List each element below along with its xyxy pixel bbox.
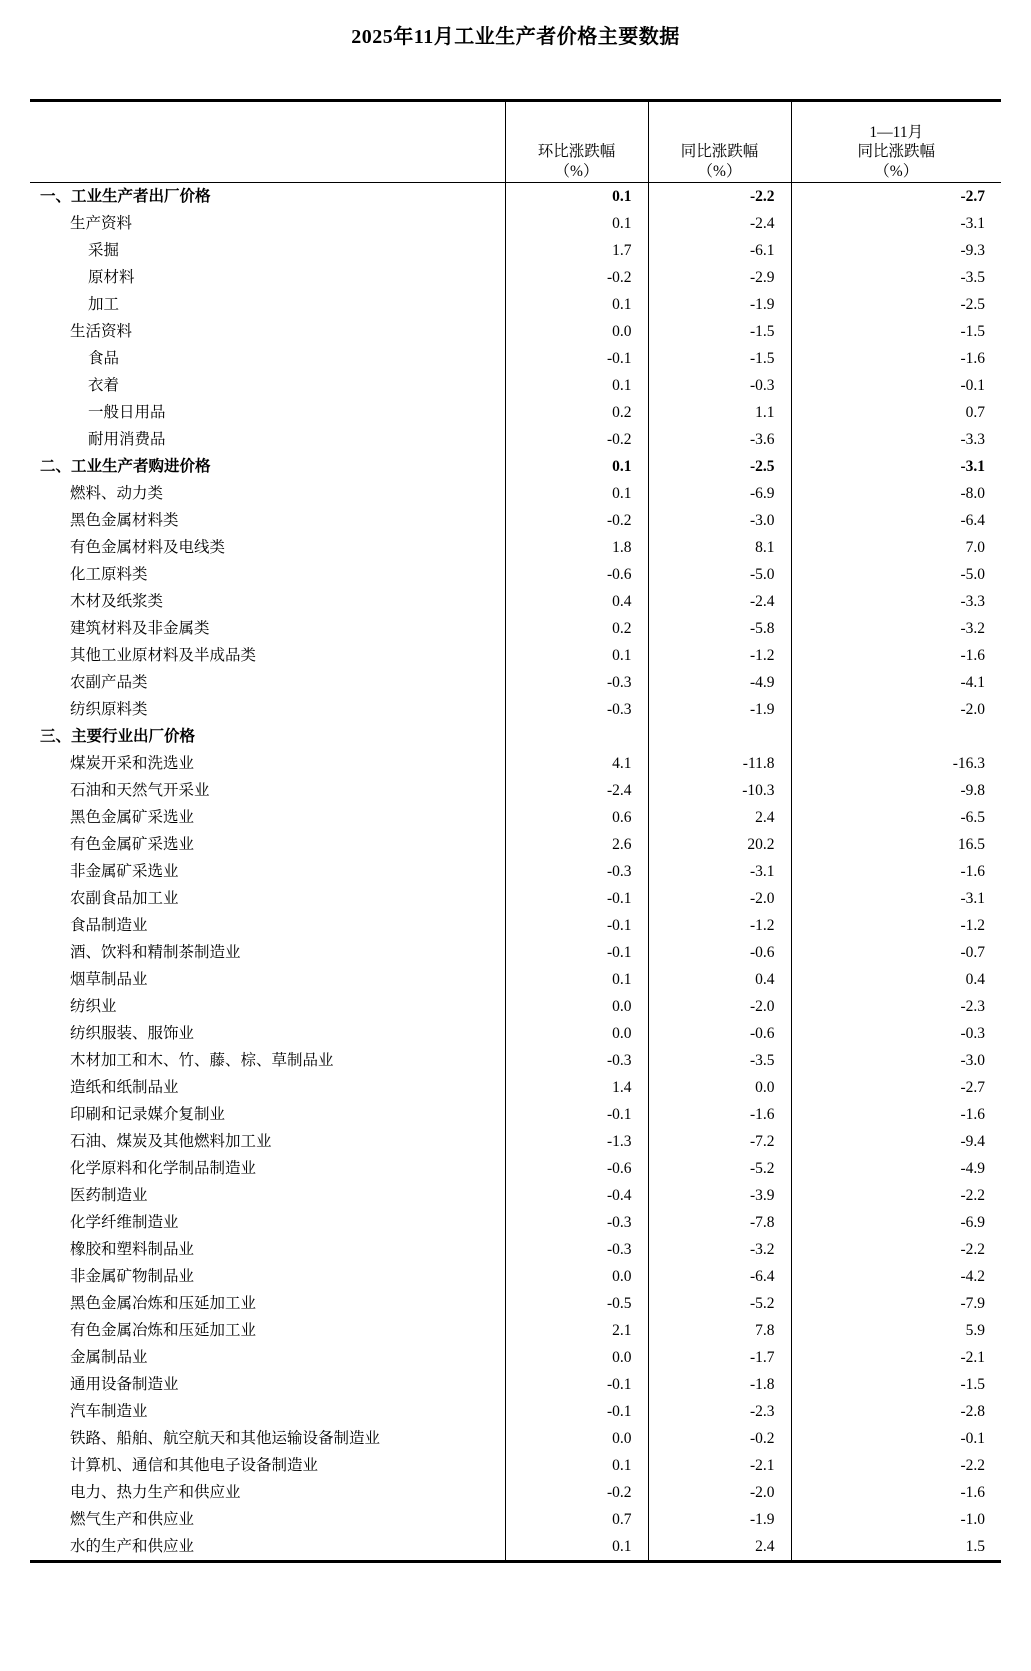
- row-value-ytd: -3.5: [791, 264, 1001, 291]
- row-label: 生产资料: [70, 215, 133, 232]
- table-row: [30, 399, 1001, 426]
- row-value-ytd: -2.2: [791, 1452, 1001, 1479]
- row-value-mom: -0.3: [505, 858, 648, 885]
- column-header-yoy: [648, 101, 791, 183]
- row-value-mom: -0.2: [505, 1479, 648, 1506]
- row-value-ytd: -2.8: [791, 1398, 1001, 1425]
- table-row: [30, 1290, 1001, 1317]
- table-row: [30, 237, 1001, 264]
- row-value-ytd: -2.0: [791, 696, 1001, 723]
- row-value-mom: 0.1: [505, 480, 648, 507]
- row-value-yoy: -2.0: [648, 885, 791, 912]
- row-label: 石油、煤炭及其他燃料加工业: [70, 1133, 272, 1150]
- row-value-ytd: 0.4: [791, 966, 1001, 993]
- column-header-mom-line2: （%）: [554, 163, 599, 181]
- row-value-ytd: -7.9: [791, 1290, 1001, 1317]
- row-label: 农副产品类: [70, 674, 148, 691]
- row-value-yoy: -0.3: [648, 372, 791, 399]
- page-title: 2025年11月工业生产者价格主要数据: [351, 26, 680, 48]
- row-value-ytd: -0.3: [791, 1020, 1001, 1047]
- column-header-mom-line1: 环比涨跌幅: [537, 143, 616, 161]
- row-value-ytd: 16.5: [791, 831, 1001, 858]
- row-value-ytd: -2.7: [791, 183, 1001, 211]
- row-value-mom: 0.1: [505, 642, 648, 669]
- row-value-yoy: -2.2: [648, 183, 791, 211]
- row-value-yoy: -2.4: [648, 588, 791, 615]
- table-row: [30, 1398, 1001, 1425]
- row-value-ytd: -3.1: [791, 885, 1001, 912]
- table-row: [30, 912, 1001, 939]
- row-value-yoy: -5.2: [648, 1155, 791, 1182]
- row-value-mom: 1.7: [505, 237, 648, 264]
- row-value-mom: 0.7: [505, 1506, 648, 1533]
- row-value-ytd: -3.3: [791, 588, 1001, 615]
- row-label: 木材加工和木、竹、藤、棕、草制品业: [70, 1052, 334, 1069]
- row-value-ytd: -4.1: [791, 669, 1001, 696]
- column-header-label: [30, 101, 505, 183]
- column-header-yoy-line1: 同比涨跌幅: [680, 143, 759, 161]
- row-value-yoy: -2.5: [648, 453, 791, 480]
- row-value-yoy: -2.0: [648, 1479, 791, 1506]
- row-value-ytd: -8.0: [791, 480, 1001, 507]
- table-row: [30, 642, 1001, 669]
- row-value-mom: 1.4: [505, 1074, 648, 1101]
- row-value-mom: 0.1: [505, 291, 648, 318]
- row-value-mom: -0.6: [505, 1155, 648, 1182]
- row-value-yoy: -0.2: [648, 1425, 791, 1452]
- row-value-ytd: -3.3: [791, 426, 1001, 453]
- row-value-yoy: -1.5: [648, 318, 791, 345]
- row-value-yoy: 2.4: [648, 804, 791, 831]
- row-label: 纺织服装、服饰业: [70, 1025, 195, 1042]
- row-value-yoy: -2.4: [648, 210, 791, 237]
- row-label: 其他工业原材料及半成品类: [70, 647, 257, 664]
- row-value-yoy: -1.9: [648, 1506, 791, 1533]
- table-row: [30, 210, 1001, 237]
- table-row: [30, 588, 1001, 615]
- row-value-ytd: -4.9: [791, 1155, 1001, 1182]
- row-value-yoy: -4.9: [648, 669, 791, 696]
- row-value-mom: -0.2: [505, 507, 648, 534]
- row-label: 烟草制品业: [70, 971, 148, 988]
- row-value-yoy: -10.3: [648, 777, 791, 804]
- row-label: 黑色金属冶炼和压延加工业: [70, 1295, 257, 1312]
- row-value-mom: 0.6: [505, 804, 648, 831]
- row-value-mom: 0.0: [505, 1425, 648, 1452]
- row-value-ytd: -16.3: [791, 750, 1001, 777]
- row-label: 水的生产和供应业: [30, 1533, 505, 1562]
- table-section-row: [30, 453, 1001, 480]
- row-label: 汽车制造业: [70, 1403, 148, 1420]
- row-label: 化工原料类: [70, 566, 148, 583]
- row-value-mom: -0.3: [505, 1047, 648, 1074]
- row-value-ytd: -2.5: [791, 291, 1001, 318]
- column-header-yoy-line2: （%）: [697, 163, 742, 181]
- table-row: [30, 480, 1001, 507]
- row-value-yoy: -2.1: [648, 1452, 791, 1479]
- table-row: [30, 1020, 1001, 1047]
- row-value-mom: [505, 723, 648, 750]
- row-value-mom: 0.2: [505, 399, 648, 426]
- row-value-yoy: -1.2: [648, 642, 791, 669]
- row-value-ytd: -2.1: [791, 1344, 1001, 1371]
- table-row: [30, 1371, 1001, 1398]
- row-value-ytd: -9.3: [791, 237, 1001, 264]
- table-row: [30, 1263, 1001, 1290]
- row-label: 衣着: [88, 377, 120, 394]
- table-body: [30, 183, 1001, 1562]
- table-row: [30, 1506, 1001, 1533]
- table-row: [30, 804, 1001, 831]
- row-value-yoy: -1.9: [648, 696, 791, 723]
- row-value-mom: -0.1: [505, 885, 648, 912]
- row-value-mom: -0.1: [505, 1398, 648, 1425]
- row-value-yoy: -0.6: [648, 939, 791, 966]
- table-row: [30, 534, 1001, 561]
- table-row: [30, 858, 1001, 885]
- row-value-ytd: -0.1: [791, 1425, 1001, 1452]
- row-value-ytd: -2.2: [791, 1182, 1001, 1209]
- row-value-mom: 0.1: [505, 1533, 648, 1562]
- row-label: 三、主要行业出厂价格: [40, 728, 196, 745]
- table-row: [30, 291, 1001, 318]
- table-row: [30, 1182, 1001, 1209]
- row-value-ytd: -3.1: [791, 210, 1001, 237]
- table-row: [30, 1425, 1001, 1452]
- row-value-mom: -0.3: [505, 1209, 648, 1236]
- column-header-ytd-line2: 同比涨跌幅: [857, 143, 935, 161]
- table-row: [30, 885, 1001, 912]
- row-label: 有色金属材料及电线类: [70, 539, 226, 556]
- row-value-yoy: -7.2: [648, 1128, 791, 1155]
- row-value-ytd: 5.9: [791, 1317, 1001, 1344]
- row-value-ytd: -3.1: [791, 453, 1001, 480]
- table-row: [30, 1479, 1001, 1506]
- row-value-yoy: -3.1: [648, 858, 791, 885]
- table-row: [30, 264, 1001, 291]
- row-label: 黑色金属材料类: [70, 512, 179, 529]
- row-value-yoy: -1.7: [648, 1344, 791, 1371]
- row-label: 铁路、船舶、航空航天和其他运输设备制造业: [70, 1430, 381, 1447]
- table-row: [30, 1533, 1001, 1562]
- row-value-mom: -0.6: [505, 561, 648, 588]
- row-value-mom: -0.1: [505, 912, 648, 939]
- row-value-mom: 4.1: [505, 750, 648, 777]
- table-row: [30, 1101, 1001, 1128]
- row-value-mom: -0.2: [505, 426, 648, 453]
- table-row: [30, 696, 1001, 723]
- row-label: 煤炭开采和洗选业: [70, 755, 195, 772]
- table-row: [30, 318, 1001, 345]
- row-label: 有色金属冶炼和压延加工业: [70, 1322, 257, 1339]
- row-value-yoy: -6.4: [648, 1263, 791, 1290]
- row-value-mom: 0.0: [505, 318, 648, 345]
- row-value-mom: -1.3: [505, 1128, 648, 1155]
- column-header-ytd: [791, 101, 1001, 183]
- row-value-yoy: -7.8: [648, 1209, 791, 1236]
- row-value-yoy: 0.4: [648, 966, 791, 993]
- table-row: [30, 507, 1001, 534]
- row-value-yoy: -1.6: [648, 1101, 791, 1128]
- row-value-mom: -0.1: [505, 939, 648, 966]
- row-value-yoy: -3.6: [648, 426, 791, 453]
- row-value-yoy: -0.6: [648, 1020, 791, 1047]
- row-label: 印刷和记录媒介复制业: [70, 1106, 226, 1123]
- row-value-mom: 0.0: [505, 1344, 648, 1371]
- table-row: [30, 777, 1001, 804]
- row-value-mom: 0.1: [505, 966, 648, 993]
- table-row: [30, 1128, 1001, 1155]
- row-value-ytd: -6.4: [791, 507, 1001, 534]
- row-label: 造纸和纸制品业: [70, 1079, 179, 1096]
- table-row: [30, 966, 1001, 993]
- row-value-yoy: -3.9: [648, 1182, 791, 1209]
- row-value-yoy: 7.8: [648, 1317, 791, 1344]
- row-value-yoy: -5.8: [648, 615, 791, 642]
- row-value-yoy: -5.2: [648, 1290, 791, 1317]
- row-label: 化学纤维制造业: [70, 1214, 179, 1231]
- row-value-ytd: -2.2: [791, 1236, 1001, 1263]
- table-row: [30, 1047, 1001, 1074]
- table-header: [30, 101, 1001, 183]
- row-label: 橡胶和塑料制品业: [70, 1241, 195, 1258]
- row-value-ytd: -9.4: [791, 1128, 1001, 1155]
- row-value-mom: -0.1: [505, 1101, 648, 1128]
- table-row: [30, 1209, 1001, 1236]
- row-value-yoy: -3.0: [648, 507, 791, 534]
- row-value-yoy: -6.1: [648, 237, 791, 264]
- row-value-yoy: -5.0: [648, 561, 791, 588]
- table-row: [30, 1317, 1001, 1344]
- table-row: [30, 1074, 1001, 1101]
- row-value-ytd: -0.7: [791, 939, 1001, 966]
- table-row: [30, 615, 1001, 642]
- row-label: 建筑材料及非金属类: [70, 620, 210, 637]
- row-value-yoy: 0.0: [648, 1074, 791, 1101]
- row-value-yoy: -1.2: [648, 912, 791, 939]
- row-value-mom: 0.0: [505, 1263, 648, 1290]
- row-label: 计算机、通信和其他电子设备制造业: [70, 1457, 319, 1474]
- row-value-yoy: [648, 723, 791, 750]
- table-section-row: [30, 183, 1001, 211]
- row-value-yoy: 2.4: [648, 1533, 791, 1562]
- table-row: [30, 993, 1001, 1020]
- row-value-yoy: -2.3: [648, 1398, 791, 1425]
- row-value-ytd: -1.6: [791, 1479, 1001, 1506]
- row-value-mom: 2.1: [505, 1317, 648, 1344]
- row-label: 有色金属矿采选业: [70, 836, 195, 853]
- column-header-mom: [505, 101, 648, 183]
- row-value-ytd: -1.2: [791, 912, 1001, 939]
- row-value-mom: -0.3: [505, 669, 648, 696]
- row-value-ytd: -2.3: [791, 993, 1001, 1020]
- row-value-mom: 0.1: [505, 183, 648, 211]
- table-row: [30, 1155, 1001, 1182]
- row-label: 燃料、动力类: [70, 485, 164, 502]
- row-label: 一般日用品: [88, 404, 166, 421]
- row-label: 通用设备制造业: [70, 1376, 179, 1393]
- row-label: 食品制造业: [70, 917, 148, 934]
- row-value-ytd: -6.9: [791, 1209, 1001, 1236]
- row-value-yoy: 1.1: [648, 399, 791, 426]
- row-value-yoy: 20.2: [648, 831, 791, 858]
- row-value-mom: 0.1: [505, 453, 648, 480]
- table-row: [30, 939, 1001, 966]
- row-value-yoy: -2.9: [648, 264, 791, 291]
- table-row: [30, 669, 1001, 696]
- row-value-mom: 0.0: [505, 1020, 648, 1047]
- table-row: [30, 372, 1001, 399]
- row-value-mom: 0.2: [505, 615, 648, 642]
- row-value-ytd: -0.1: [791, 372, 1001, 399]
- table-row: [30, 831, 1001, 858]
- row-value-mom: 2.6: [505, 831, 648, 858]
- table-row: [30, 561, 1001, 588]
- row-value-mom: 0.0: [505, 993, 648, 1020]
- table-row: [30, 1344, 1001, 1371]
- column-header-ytd-line1: 1—11月: [869, 123, 924, 141]
- row-value-ytd: -6.5: [791, 804, 1001, 831]
- row-value-mom: 0.1: [505, 1452, 648, 1479]
- ppi-data-table: [30, 99, 1001, 1563]
- row-label: 黑色金属矿采选业: [70, 809, 195, 826]
- row-value-mom: -0.3: [505, 1236, 648, 1263]
- row-value-ytd: -1.6: [791, 1101, 1001, 1128]
- row-value-ytd: -9.8: [791, 777, 1001, 804]
- row-label: 食品: [88, 350, 120, 367]
- row-value-yoy: -1.8: [648, 1371, 791, 1398]
- row-value-yoy: 8.1: [648, 534, 791, 561]
- row-value-mom: 0.1: [505, 210, 648, 237]
- row-value-ytd: -3.0: [791, 1047, 1001, 1074]
- row-value-ytd: -4.2: [791, 1263, 1001, 1290]
- row-value-mom: -0.5: [505, 1290, 648, 1317]
- table-row: [30, 750, 1001, 777]
- row-label: 燃气生产和供应业: [70, 1511, 195, 1528]
- row-value-ytd: -3.2: [791, 615, 1001, 642]
- row-value-ytd: [791, 723, 1001, 750]
- row-label: 医药制造业: [70, 1187, 148, 1204]
- row-label: 金属制品业: [70, 1349, 148, 1366]
- row-label: 非金属矿物制品业: [70, 1268, 195, 1285]
- row-label: 农副食品加工业: [70, 890, 179, 907]
- row-label: 电力、热力生产和供应业: [70, 1484, 241, 1501]
- table-row: [30, 426, 1001, 453]
- table-header-row: [30, 101, 1001, 183]
- row-value-ytd: -1.6: [791, 642, 1001, 669]
- row-value-yoy: -2.0: [648, 993, 791, 1020]
- row-label: 耐用消费品: [88, 431, 166, 448]
- row-value-mom: -2.4: [505, 777, 648, 804]
- row-value-yoy: -3.5: [648, 1047, 791, 1074]
- row-label: 非金属矿采选业: [70, 863, 179, 880]
- column-header-ytd-line3: （%）: [874, 163, 919, 181]
- table-row: [30, 1452, 1001, 1479]
- row-label: 加工: [88, 296, 120, 313]
- row-label: 酒、饮料和精制茶制造业: [70, 944, 241, 961]
- row-value-ytd: -1.6: [791, 858, 1001, 885]
- row-value-ytd: -1.5: [791, 318, 1001, 345]
- row-value-ytd: 7.0: [791, 534, 1001, 561]
- row-value-yoy: -1.9: [648, 291, 791, 318]
- row-value-yoy: -11.8: [648, 750, 791, 777]
- row-value-mom: -0.2: [505, 264, 648, 291]
- row-label: 二、工业生产者购进价格: [40, 458, 211, 475]
- row-label: 化学原料和化学制品制造业: [70, 1160, 257, 1177]
- table-section-row: [30, 723, 1001, 750]
- row-value-mom: -0.1: [505, 345, 648, 372]
- row-label: 原材料: [88, 269, 135, 286]
- row-value-mom: 1.8: [505, 534, 648, 561]
- row-value-mom: -0.4: [505, 1182, 648, 1209]
- row-value-ytd: -1.5: [791, 1371, 1001, 1398]
- row-value-ytd: 0.7: [791, 399, 1001, 426]
- row-label: 石油和天然气开采业: [70, 782, 210, 799]
- table-row: [30, 345, 1001, 372]
- row-value-ytd: -2.7: [791, 1074, 1001, 1101]
- row-label: 纺织业: [70, 998, 117, 1015]
- row-value-yoy: -6.9: [648, 480, 791, 507]
- table-row: [30, 1236, 1001, 1263]
- row-value-mom: -0.3: [505, 696, 648, 723]
- row-label: 木材及纸浆类: [70, 593, 164, 610]
- row-value-ytd: -5.0: [791, 561, 1001, 588]
- row-value-ytd: -1.0: [791, 1506, 1001, 1533]
- row-label: 采掘: [88, 242, 120, 259]
- row-value-mom: 0.4: [505, 588, 648, 615]
- row-value-ytd: -1.6: [791, 345, 1001, 372]
- row-label: 生活资料: [70, 323, 133, 340]
- row-value-mom: 0.1: [505, 372, 648, 399]
- row-value-yoy: -1.5: [648, 345, 791, 372]
- row-value-ytd: 1.5: [791, 1533, 1001, 1562]
- row-value-yoy: -3.2: [648, 1236, 791, 1263]
- row-value-mom: -0.1: [505, 1371, 648, 1398]
- row-label: 纺织原料类: [70, 701, 148, 718]
- row-label: 一、工业生产者出厂价格: [40, 188, 211, 205]
